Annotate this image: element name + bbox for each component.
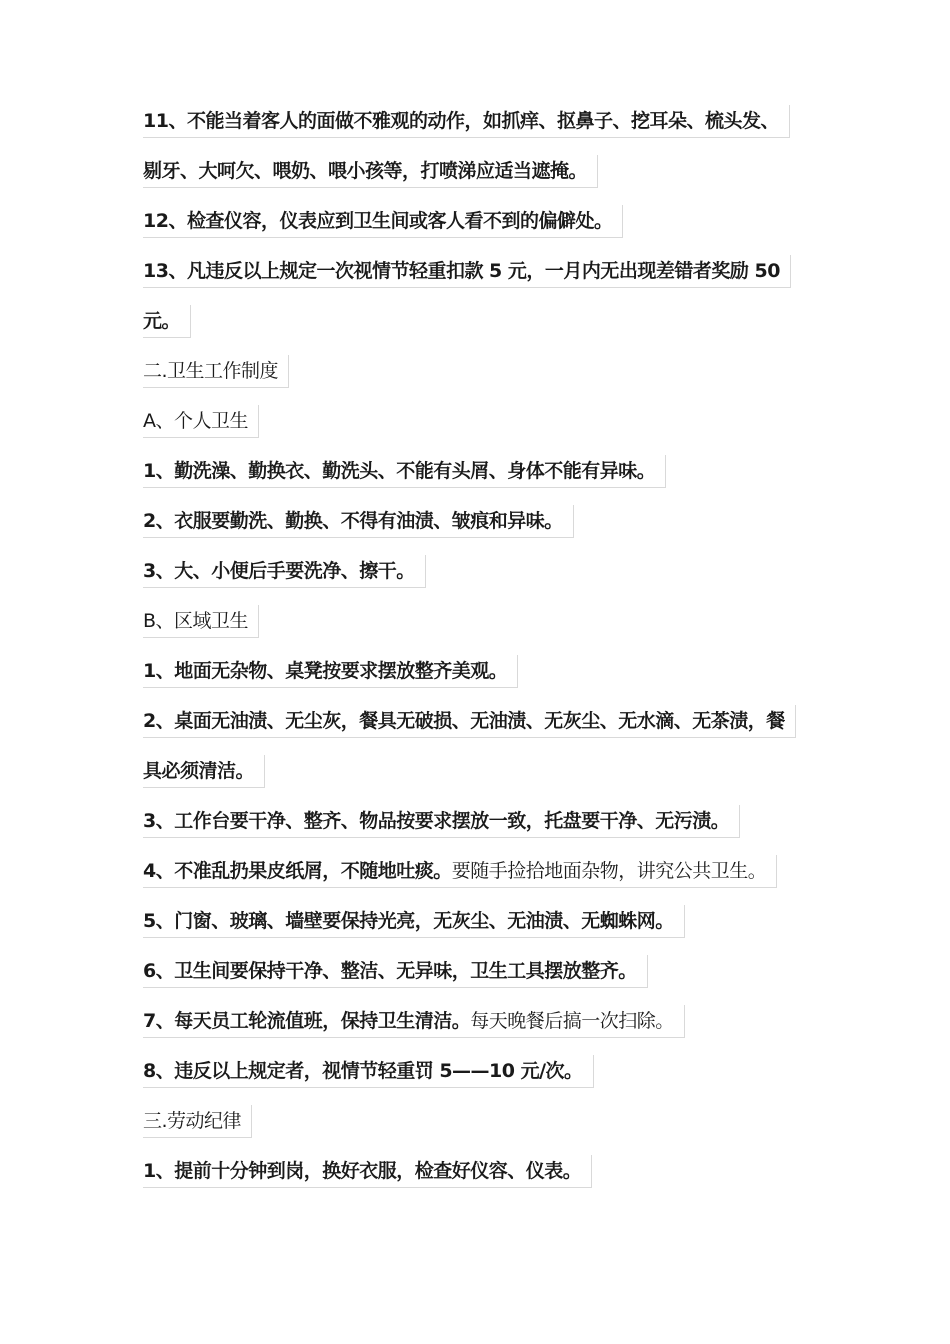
normal-text: 二.卫生工作制度 xyxy=(143,360,279,382)
rule-line-11-part2 xyxy=(143,155,598,188)
bold-text: 2、桌面无油渍、无尘灰，餐具无破损、无油渍、无灰尘、无水滴、无茶渍，餐 xyxy=(143,710,785,732)
bold-text: 3、大、小便后手要洗净、擦干。 xyxy=(143,560,415,582)
personal-rule-2 xyxy=(143,505,574,538)
area-rule-4 xyxy=(143,855,777,888)
normal-text: B、区域卫生 xyxy=(143,610,249,632)
normal-text: A、个人卫生 xyxy=(143,410,248,432)
bold-text: 2、衣服要勤洗、勤换、不得有油渍、皱痕和异味。 xyxy=(143,510,563,532)
bold-text: 1、勤洗澡、勤换衣、勤洗头、不能有头屑、身体不能有异味。 xyxy=(143,460,656,482)
area-rule-8 xyxy=(143,1055,594,1088)
rule-line-12 xyxy=(143,205,623,238)
bold-text: 4、不准乱扔果皮纸屑，不随地吐痰。 xyxy=(143,860,452,882)
bold-text: 具必须清洁。 xyxy=(143,760,255,782)
bold-text: 5、门窗、玻璃、墙壁要保持光亮，无灰尘、无油渍、无蜘蛛网。 xyxy=(143,910,674,932)
area-rule-1 xyxy=(143,655,518,688)
bold-text: 12、检查仪容，仪表应到卫生间或客人看不到的偏僻处。 xyxy=(143,210,613,232)
bold-text: 11、不能当着客人的面做不雅观的动作，如抓痒、抠鼻子、挖耳朵、梳头发、 xyxy=(143,110,779,132)
normal-text: 每天晚餐后搞一次扫除。 xyxy=(470,1010,674,1032)
bold-text: 7、每天员工轮流值班，保持卫生清洁。 xyxy=(143,1010,471,1032)
bold-text: 6、卫生间要保持干净、整洁、无异味，卫生工具摆放整齐。 xyxy=(143,960,637,982)
personal-rule-1 xyxy=(143,455,666,488)
bold-text: 1、提前十分钟到岗，换好衣服，检查好仪容、仪表。 xyxy=(143,1160,582,1182)
area-rule-5 xyxy=(143,905,685,938)
bold-text: 剔牙、大呵欠、喂奶、喂小孩等，打喷涕应适当遮掩。 xyxy=(143,160,588,182)
subsection-area-hygiene xyxy=(143,605,259,638)
labor-rule-1 xyxy=(143,1155,592,1188)
area-rule-2-part1 xyxy=(143,705,796,738)
section-heading-hygiene xyxy=(143,355,289,388)
area-rule-2-part2 xyxy=(143,755,265,788)
bold-text: 3、工作台要干净、整齐、物品按要求摆放一致，托盘要干净、无污渍。 xyxy=(143,810,730,832)
area-rule-6 xyxy=(143,955,648,988)
bold-text: 8、违反以上规定者，视情节轻重罚 5——10 元/次。 xyxy=(143,1060,583,1082)
rule-line-13-part2 xyxy=(143,305,191,338)
area-rule-7 xyxy=(143,1005,685,1038)
rule-line-13-part1 xyxy=(143,255,791,288)
area-rule-3 xyxy=(143,805,740,838)
bold-text: 13、凡违反以上规定一次视情节轻重扣款 5 元，一月内无出现差错者奖励 50 xyxy=(143,260,780,282)
bold-text: 元。 xyxy=(143,310,181,332)
normal-text: 三.劳动纪律 xyxy=(143,1110,242,1132)
normal-text: 要随手捡拾地面杂物，讲究公共卫生。 xyxy=(451,860,767,882)
rule-line-11-part1 xyxy=(143,105,790,138)
subsection-personal-hygiene xyxy=(143,405,259,438)
section-heading-labor-discipline xyxy=(143,1105,252,1138)
personal-rule-3 xyxy=(143,555,426,588)
bold-text: 1、地面无杂物、桌凳按要求摆放整齐美观。 xyxy=(143,660,508,682)
